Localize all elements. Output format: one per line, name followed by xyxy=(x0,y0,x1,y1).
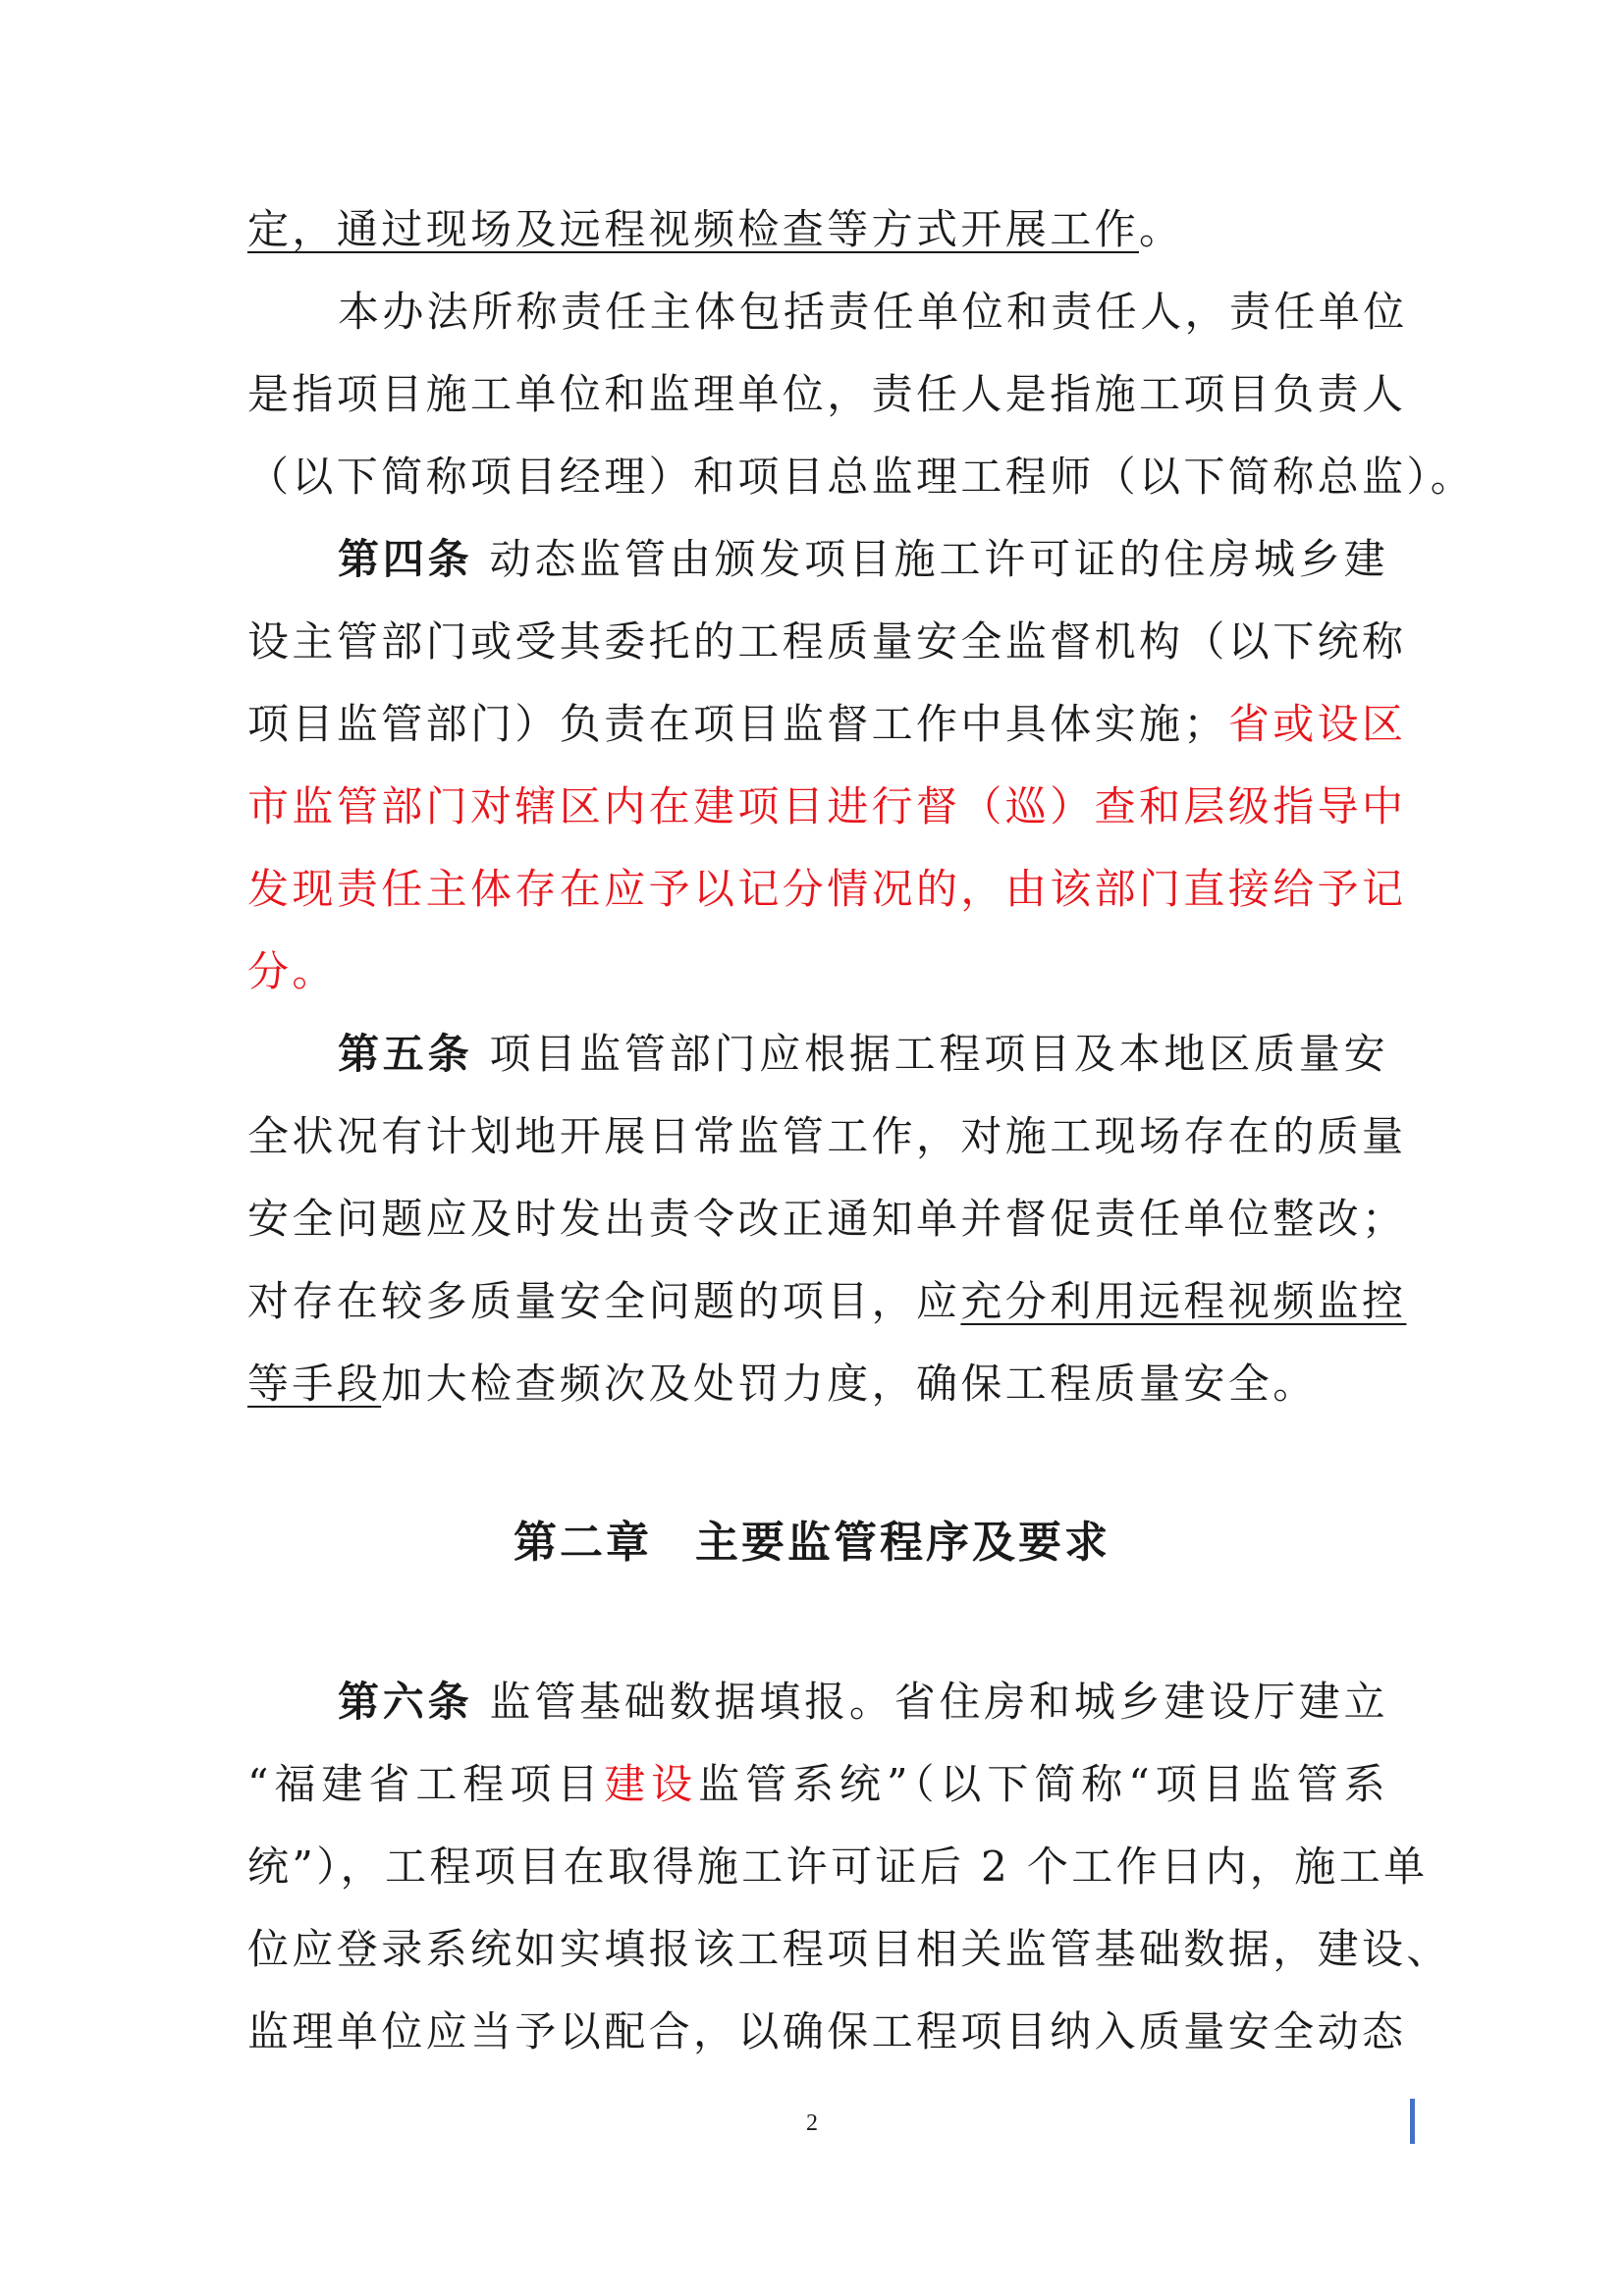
revised-text: 省或设区 xyxy=(1227,700,1407,748)
text-line-19: 位应登录系统如实填报该工程项目相关监管基础数据，建设、 xyxy=(247,1925,1451,1973)
underlined-text: 定，通过现场及远程视频检查等方式开展工作 xyxy=(247,205,1140,253)
text-fragment: 监管系统”（以下简称“项目监管系 xyxy=(698,1760,1388,1808)
text-line-20: 监理单位应当予以配合，以确保工程项目纳入质量安全动态 xyxy=(247,2007,1407,2056)
text-line-3: 是指项目施工单位和监理单位，责任人是指施工项目负责人 xyxy=(247,370,1407,418)
text-line-15 xyxy=(247,1355,1388,1414)
text-line-4: （以下简称项目经理）和项目总监理工程师（以下简称总监）。 xyxy=(247,453,1476,501)
page-number: 2 xyxy=(806,2110,818,2136)
article-6-label: 第六条 xyxy=(338,1678,473,1726)
text-line-18: 统”），工程项目在取得施工许可证后 2 个工作日内，施工单 xyxy=(247,1842,1429,1891)
underlined-text: 等手段 xyxy=(247,1360,382,1408)
underlined-text: 充分利用远程视频监控 xyxy=(960,1277,1407,1325)
article-4-line xyxy=(338,530,1388,589)
text-line-14 xyxy=(247,1272,1407,1331)
text-fragment: 对存在较多质量安全问题的项目，应 xyxy=(247,1277,961,1325)
text-line-2: 本办法所称责任主体包括责任单位和责任人，责任单位 xyxy=(338,288,1408,336)
revised-text-line-9: 发现责任主体存在应予以记分情况的，由该部门直接给予记 xyxy=(247,865,1407,913)
text-fragment: 加大检查频次及处罚力度，确保工程质量安全。 xyxy=(381,1360,1318,1408)
text-fragment: 监管基础数据填报。省住房和城乡建设厅建立 xyxy=(489,1678,1388,1726)
text-line-7 xyxy=(247,695,1407,754)
text-fragment: 项目监管部门）负责在项目监督工作中具体实施； xyxy=(247,700,1228,748)
text-fragment: “福建省工程项目 xyxy=(247,1760,605,1808)
text-line-12: 全状况有计划地开展日常监管工作，对施工现场存在的质量 xyxy=(247,1112,1407,1160)
text-line-6: 设主管部门或受其委托的工程质量安全监督机构（以下统称 xyxy=(247,617,1407,666)
revised-text: 建设 xyxy=(604,1760,699,1808)
text-line-13: 安全问题应及时发出责令改正通知单并督促责任单位整改； xyxy=(247,1195,1407,1243)
text-fragment: 项目监管部门应根据工程项目及本地区质量安 xyxy=(489,1030,1388,1078)
article-5-line xyxy=(338,1025,1388,1084)
text-fragment: 。 xyxy=(1139,205,1184,253)
text-line-17 xyxy=(247,1755,1388,1814)
text-line-1 xyxy=(247,200,1388,259)
article-5-label: 第五条 xyxy=(338,1030,473,1078)
text-fragment: 动态监管由颁发项目施工许可证的住房城乡建 xyxy=(489,535,1388,583)
margin-marker xyxy=(1410,2099,1415,2144)
chapter-heading xyxy=(0,1512,1624,1575)
revised-text-line-8: 市监管部门对辖区内在建项目进行督（巡）查和层级指导中 xyxy=(247,782,1407,830)
article-4-label: 第四条 xyxy=(338,535,473,583)
revised-text-line-10: 分。 xyxy=(247,947,337,995)
article-6-line xyxy=(338,1673,1388,1732)
chapter-number: 第二章 xyxy=(514,1518,652,1568)
chapter-title: 主要监管程序及要求 xyxy=(695,1518,1110,1568)
